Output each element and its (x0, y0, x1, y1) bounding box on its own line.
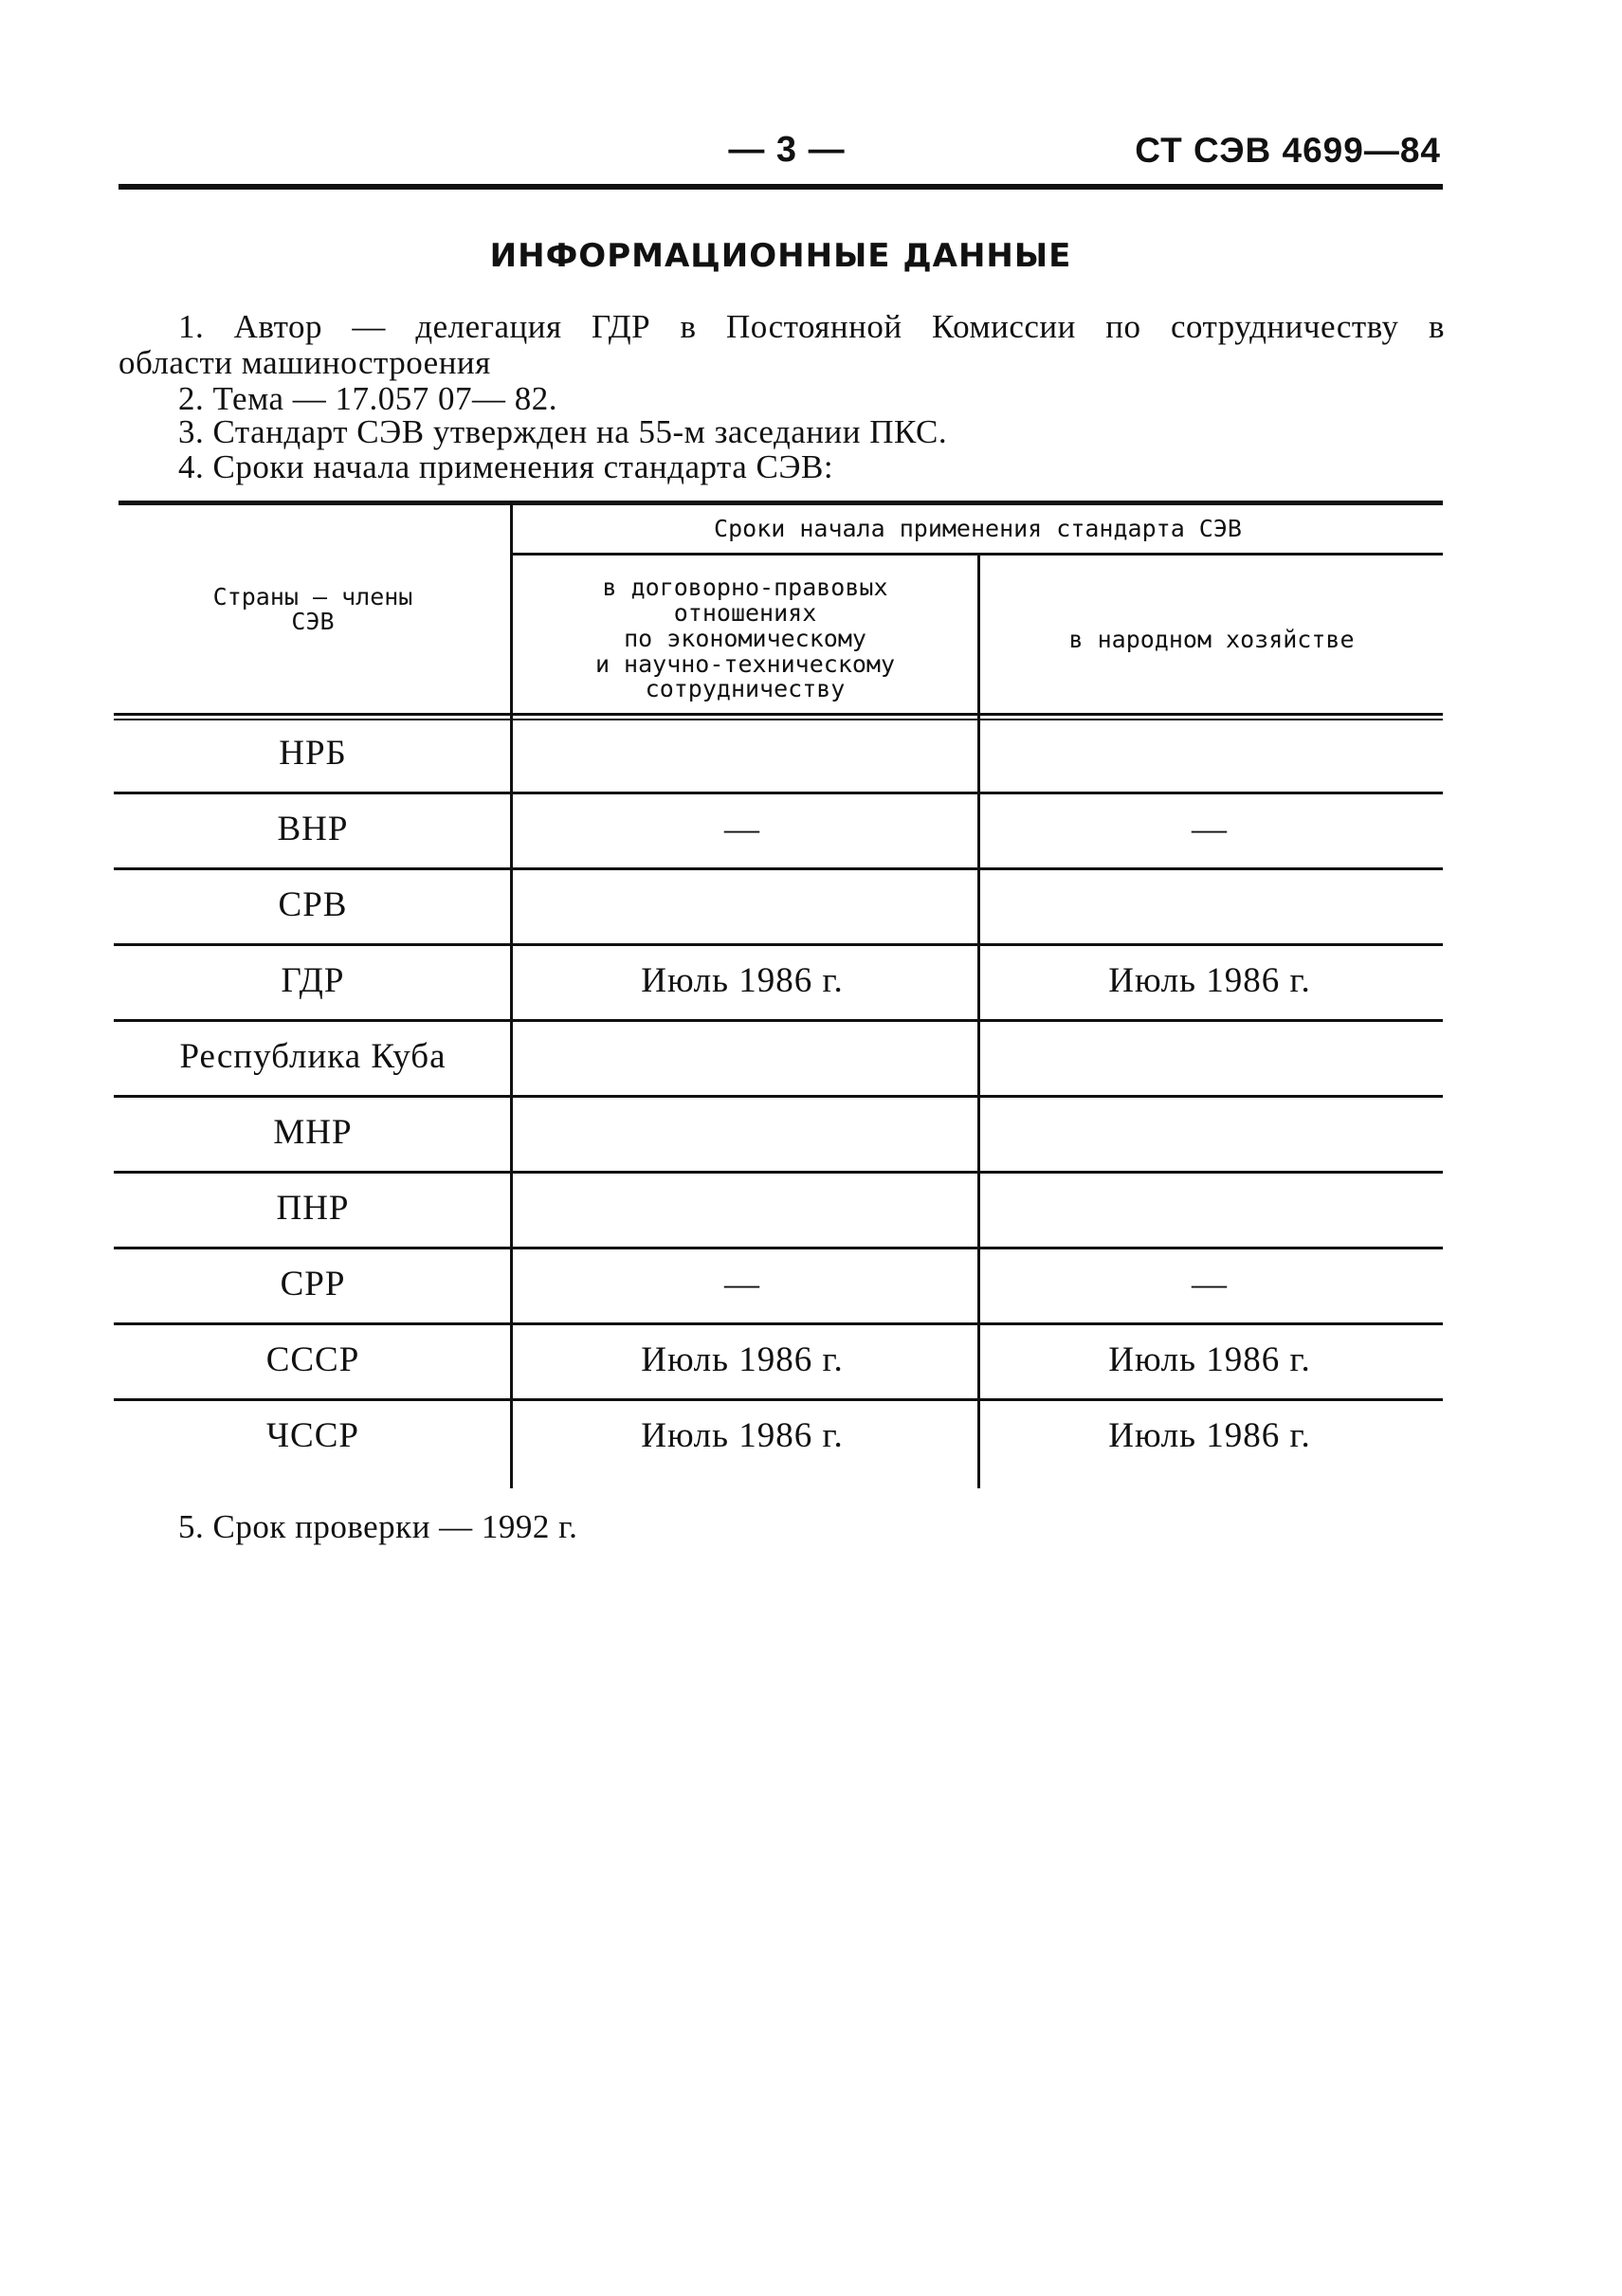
country-cell: СССР (265, 1340, 360, 1379)
contract-date-cell (510, 716, 975, 792)
contract-date-cell (510, 1095, 975, 1171)
header-countries-line-1: Страны — члены (212, 583, 413, 610)
header-contract-line-2: отношениях (673, 599, 817, 627)
contract-date-cell: Июль 1986 г. (641, 1416, 844, 1455)
economy-date-cell (977, 1019, 1442, 1095)
country-cell: СРР (280, 1265, 346, 1303)
contract-date-cell: Июль 1986 г. (641, 1340, 844, 1379)
country-cell: НРБ (279, 734, 347, 773)
header-contract-line-5: сотрудничеству (645, 675, 846, 702)
item-3: 3. Стандарт СЭВ утвержден на 55-м заседании ПКС. (178, 413, 948, 450)
header-contract-line-1: в договорно-правовых (602, 574, 888, 601)
country-cell: МНР (273, 1113, 353, 1152)
economy-date-cell (977, 716, 1442, 792)
header-group: Сроки начала применения стандарта СЭВ (714, 515, 1242, 542)
contract-date-cell: — (724, 810, 760, 848)
header-rule (118, 184, 1443, 190)
country-cell: СРВ (278, 885, 348, 924)
document-code: СТ СЭВ 4699—84 (1135, 131, 1441, 170)
economy-date-cell: — (1192, 810, 1228, 848)
country-cell: ПНР (276, 1189, 350, 1228)
country-cell: ГДР (281, 961, 345, 1000)
economy-date-cell: — (1192, 1265, 1228, 1303)
economy-date-cell (977, 867, 1442, 943)
page-number: — 3 — (728, 130, 846, 170)
economy-date-cell (977, 1095, 1442, 1171)
economy-date-cell: Июль 1986 г. (1108, 961, 1311, 1000)
country-cell: Республика Куба (179, 1037, 447, 1076)
contract-date-cell: — (724, 1265, 760, 1303)
contract-date-cell (510, 1019, 975, 1095)
table-top-rule (118, 501, 1443, 505)
contract-date-cell (510, 1171, 975, 1247)
header-countries-line-2: СЭВ (291, 608, 335, 635)
economy-date-cell (977, 1171, 1442, 1247)
item-1-line-2: области машиностроения (118, 344, 491, 381)
item-1-line-1: 1. Автор — делегация ГДР в Постоянной Комиссии по сотрудничеству в (178, 308, 1445, 345)
economy-date-cell: Июль 1986 г. (1108, 1416, 1311, 1455)
header-contract-line-4: и научно-техническому (594, 650, 896, 678)
header-economy: в народном хозяйстве (1068, 626, 1355, 653)
item-5: 5. Срок проверки — 1992 г. (178, 1508, 578, 1545)
country-cell: ЧССР (266, 1416, 359, 1455)
contract-date-cell (510, 867, 975, 943)
item-2: 2. Тема — 17.057 07— 82. (178, 380, 558, 417)
contract-date-cell: Июль 1986 г. (641, 961, 844, 1000)
header-contract-line-3: по экономическому (624, 625, 866, 652)
economy-date-cell: Июль 1986 г. (1108, 1340, 1311, 1379)
item-4: 4. Сроки начала применения стандарта СЭВ: (178, 448, 834, 485)
section-title: ИНФОРМАЦИОННЫЕ ДАННЫЕ (489, 237, 1072, 275)
country-cell: ВНР (277, 810, 349, 848)
